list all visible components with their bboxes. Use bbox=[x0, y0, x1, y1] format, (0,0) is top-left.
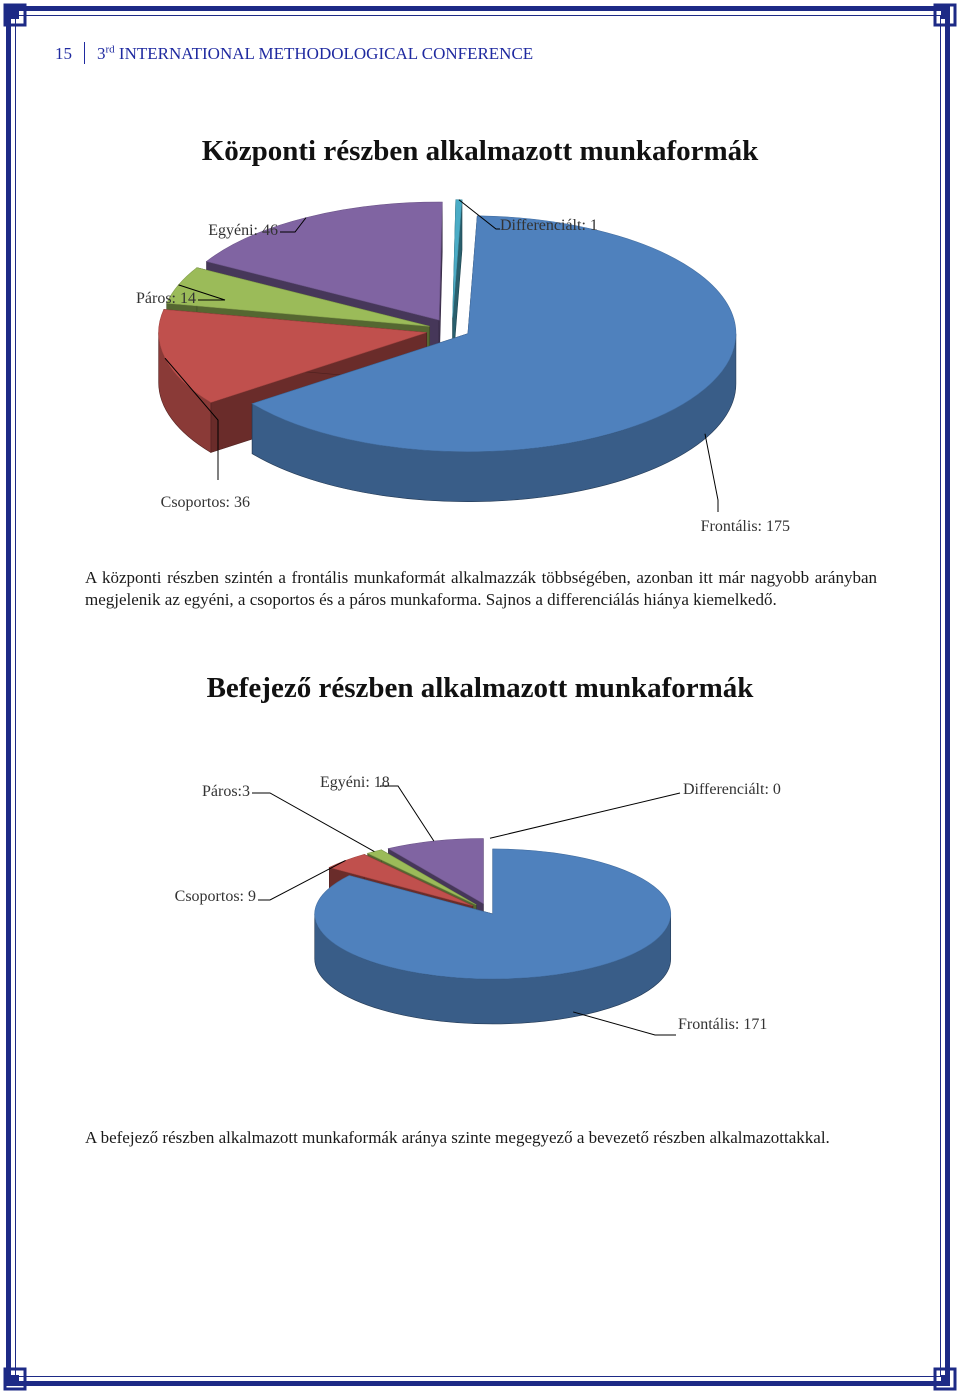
data-label-páros: Páros:3 bbox=[202, 783, 250, 800]
corner-ornament-bottom-left bbox=[2, 1366, 28, 1392]
data-label-differenciált: Differenciált: 0 bbox=[683, 781, 781, 798]
paragraph-central: A központi részben szintén a frontális munkaformát alkalmazzák többségében, azonban itt már nagyobb arányban megjelenik az egyéni, a csoportos és a páros munkaforma. Sajnos a differenciálás hiánya kiemelkedő. bbox=[85, 568, 877, 609]
data-label-frontális: Frontális: 171 bbox=[678, 1016, 768, 1033]
corner-ornament-bottom-right bbox=[932, 1366, 958, 1392]
conference-name: INTERNATIONAL METHODOLOGICAL CONFERENCE bbox=[118, 44, 534, 63]
paragraph-final: A befejező részben alkalmazott munkaformák aránya szinte megegyező a bevezető részben alkalmazottakkal. bbox=[85, 1128, 830, 1147]
leader-line-páros bbox=[252, 793, 374, 852]
data-label-csoportos: Csoportos: 36 bbox=[160, 494, 250, 511]
chart2-title: Befejező részben alkalmazott munkaformák bbox=[206, 672, 754, 704]
data-label-páros: Páros: 14 bbox=[136, 290, 196, 307]
data-label-frontális: Frontális: 175 bbox=[700, 518, 790, 535]
page-number: 15 bbox=[55, 44, 72, 63]
edition-suffix: rd bbox=[105, 43, 115, 56]
data-label-differenciált: Differenciált: 1 bbox=[500, 217, 598, 234]
data-label-egyéni: Egyéni: 18 bbox=[320, 774, 390, 791]
edition-number: 3 bbox=[97, 44, 106, 63]
data-label-egyéni: Egyéni: 46 bbox=[208, 222, 278, 239]
leader-line-differenciált bbox=[490, 793, 680, 838]
leader-line-egyéni bbox=[380, 786, 434, 841]
leader-line-frontális bbox=[573, 1012, 676, 1035]
data-label-csoportos: Csoportos: 9 bbox=[174, 888, 256, 905]
chart1-title: Központi részben alkalmazott munkaformák bbox=[201, 135, 759, 167]
